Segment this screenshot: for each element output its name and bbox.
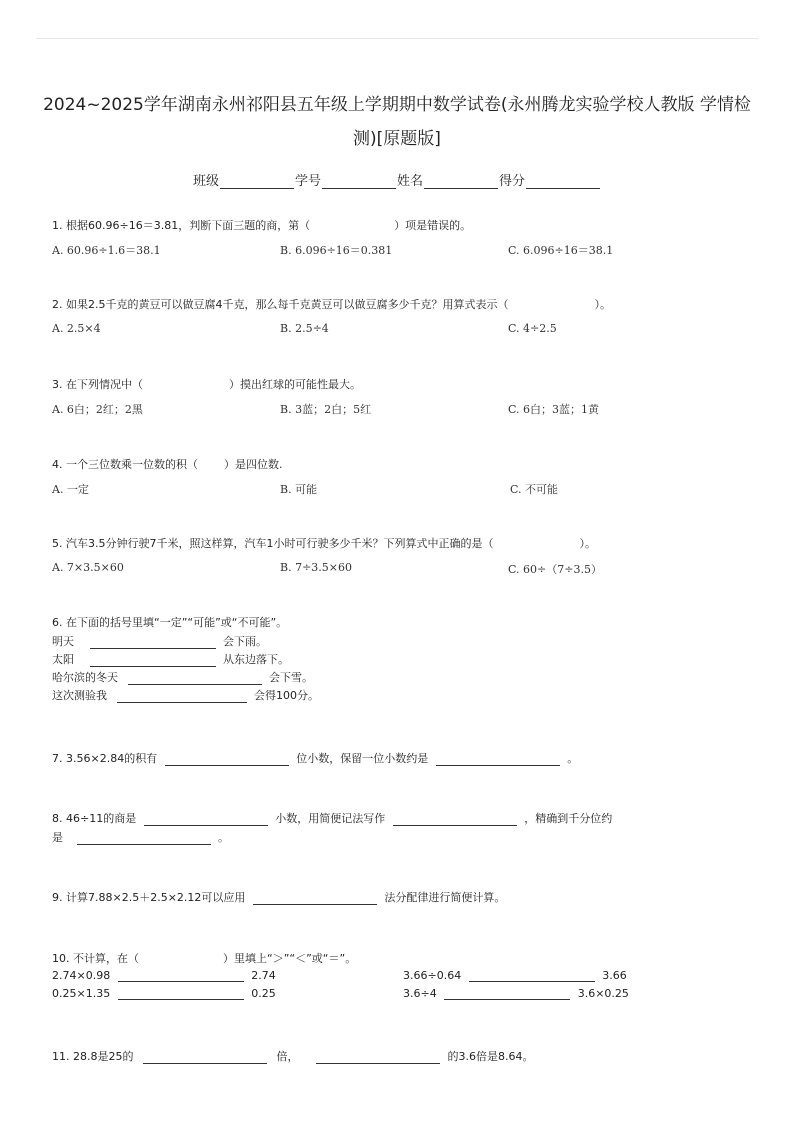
q10-blank-1[interactable] bbox=[118, 969, 244, 982]
q8-text-a: 8. 46÷11的商是 bbox=[52, 812, 137, 825]
question-2-stem bbox=[52, 296, 611, 312]
q5-text-pre: 5. 汽车3.5分钟行驶7千米，照这样算，汽车1小时可行驶多少千米？下列算式中正确的是（ bbox=[52, 537, 494, 550]
q9-text-a: 9. 计算7.88×2.5＋2.5×2.12可以应用 bbox=[52, 891, 246, 904]
q5-option-c[interactable]: C. 60÷（7÷3.5） bbox=[508, 563, 602, 576]
q8-text-e: 。 bbox=[218, 831, 229, 844]
q6-l2-post: 从东边落下。 bbox=[223, 653, 289, 666]
q2-option-b[interactable]: B. 2.5÷4 bbox=[280, 322, 329, 335]
q8-text-d: 是 bbox=[52, 831, 63, 844]
q10-r1-expr-d: 3.66 bbox=[602, 969, 627, 982]
q6-blank-4[interactable] bbox=[117, 690, 247, 703]
header-rule bbox=[36, 38, 758, 39]
q6-l3-pre: 哈尔滨的冬天 bbox=[52, 671, 118, 684]
q11-text-b: 倍， bbox=[276, 1050, 299, 1063]
q8-text-b: 小数，用简便记法写作 bbox=[275, 812, 386, 825]
q4-option-b[interactable]: B. 可能 bbox=[280, 483, 318, 496]
class-label: 班级 bbox=[192, 174, 219, 189]
q10-r2-expr-c: 3.6÷4 bbox=[403, 987, 437, 1000]
q5-text-post: ）。 bbox=[579, 537, 596, 550]
number-blank[interactable] bbox=[322, 174, 396, 189]
q4-text-post: ）是四位数. bbox=[224, 458, 283, 471]
q10-stem-pre: 10. 不计算，在（ bbox=[52, 952, 139, 965]
question-3-stem bbox=[52, 376, 361, 392]
q1-option-a[interactable]: A. 60.96÷1.6＝38.1 bbox=[52, 244, 161, 257]
q6-l4-pre: 这次测验我 bbox=[52, 689, 107, 702]
q10-r2-expr-d: 3.6×0.25 bbox=[577, 987, 629, 1000]
q10-stem-post: ）里填上“＞”“＜”或“＝”。 bbox=[223, 952, 357, 965]
q2-text-post: ）。 bbox=[594, 298, 611, 311]
q10-r1-expr-a: 2.74×0.98 bbox=[52, 969, 111, 982]
q9-blank-1[interactable] bbox=[253, 892, 377, 905]
q7-text-c: 。 bbox=[567, 752, 579, 765]
name-blank[interactable] bbox=[424, 174, 498, 189]
q3-option-b[interactable]: B. 3蓝；2白；5红 bbox=[280, 403, 372, 416]
q10-row-1-left bbox=[52, 969, 276, 982]
q6-blank-3[interactable] bbox=[128, 672, 262, 685]
q6-blank-1[interactable] bbox=[90, 636, 216, 649]
class-blank[interactable] bbox=[220, 174, 294, 189]
score-blank[interactable] bbox=[526, 174, 600, 189]
q1-option-b[interactable]: B. 6.096÷16＝0.381 bbox=[280, 244, 393, 257]
q10-row-1-right bbox=[403, 969, 627, 982]
question-8-line-2 bbox=[52, 829, 229, 845]
q10-r1-expr-c: 3.66÷0.64 bbox=[403, 969, 462, 982]
q3-text-pre: 3. 在下列情况中（ bbox=[52, 378, 143, 391]
q10-blank-4[interactable] bbox=[444, 987, 570, 1000]
q6-line-4 bbox=[52, 687, 319, 703]
q6-l4-post: 会得100分。 bbox=[254, 689, 319, 702]
question-1-stem bbox=[52, 217, 471, 233]
score-label: 得分 bbox=[499, 174, 526, 189]
q4-option-a[interactable]: A. 一定 bbox=[52, 483, 89, 496]
q1-option-c[interactable]: C. 6.096÷16＝38.1 bbox=[508, 244, 614, 257]
q7-text-b: 位小数，保留一位小数约是 bbox=[296, 752, 429, 765]
title-line-2: 测)[原题版] bbox=[353, 129, 441, 149]
question-10-stem bbox=[52, 950, 356, 966]
q8-blank-1[interactable] bbox=[144, 813, 268, 826]
q4-option-c[interactable]: C. 不可能 bbox=[510, 483, 559, 496]
number-label: 学号 bbox=[294, 174, 321, 189]
q6-l1-post: 会下雨。 bbox=[223, 635, 267, 648]
question-7 bbox=[52, 750, 578, 766]
q10-row-2-left bbox=[52, 987, 276, 1000]
q2-text-pre: 2. 如果2.5千克的黄豆可以做豆腐4千克，那么每千克黄豆可以做豆腐多少千克？用算式表示（ bbox=[52, 298, 509, 311]
title-line-1: 2024~2025学年湖南永州祁阳县五年级上学期期中数学试卷(永州腾龙实验学校人教版 学情检 bbox=[43, 95, 751, 115]
q11-text-a: 11. 28.8是25的 bbox=[52, 1050, 134, 1063]
q6-line-2 bbox=[52, 651, 289, 667]
q7-blank-2[interactable] bbox=[436, 753, 560, 766]
question-6-stem: 6. 在下面的括号里填“一定”“可能”或“不可能”。 bbox=[52, 616, 288, 629]
q11-text-c: 的3.6倍是8.64。 bbox=[447, 1050, 534, 1063]
question-11 bbox=[52, 1048, 533, 1064]
q7-text-a: 7. 3.56×2.84的积有 bbox=[52, 752, 158, 765]
q10-r2-expr-b: 0.25 bbox=[251, 987, 276, 1000]
q8-text-c: ，精确到千分位约 bbox=[524, 812, 613, 825]
q6-line-1 bbox=[52, 633, 267, 649]
q5-option-a[interactable]: A. 7×3.5×60 bbox=[52, 561, 124, 574]
q10-r2-expr-a: 0.25×1.35 bbox=[52, 987, 111, 1000]
q1-text-pre: 1. 根据60.96÷16＝3.81，判断下面三题的商，第（ bbox=[52, 219, 311, 232]
q6-l3-post: 会下雪。 bbox=[269, 671, 313, 684]
q8-blank-2[interactable] bbox=[393, 813, 517, 826]
q8-blank-3[interactable] bbox=[77, 832, 211, 845]
q3-option-c[interactable]: C. 6白；3蓝；1黄 bbox=[508, 403, 600, 416]
q10-blank-3[interactable] bbox=[118, 987, 244, 1000]
student-info-row bbox=[0, 170, 794, 189]
question-4-stem bbox=[52, 456, 283, 472]
question-5-stem bbox=[52, 535, 596, 551]
q11-blank-1[interactable] bbox=[143, 1051, 267, 1064]
q5-option-b[interactable]: B. 7÷3.5×60 bbox=[280, 561, 352, 574]
question-8-line-1 bbox=[52, 810, 612, 826]
page-title bbox=[40, 88, 754, 156]
q10-row-2-right bbox=[403, 987, 629, 1000]
name-label: 姓名 bbox=[397, 174, 424, 189]
q7-blank-1[interactable] bbox=[165, 753, 289, 766]
q6-line-3 bbox=[52, 669, 313, 685]
q4-text-pre: 4. 一个三位数乘一位数的积（ bbox=[52, 458, 198, 471]
q1-text-post: ）项是错误的。 bbox=[394, 219, 472, 232]
q3-option-a[interactable]: A. 6白；2红；2黑 bbox=[52, 403, 143, 416]
q6-l1-pre: 明天 bbox=[52, 635, 74, 648]
q9-text-b: 法分配律进行简便计算。 bbox=[384, 891, 506, 904]
q2-option-a[interactable]: A. 2.5×4 bbox=[52, 322, 101, 335]
q6-l2-pre: 太阳 bbox=[52, 653, 74, 666]
q10-blank-2[interactable] bbox=[469, 969, 595, 982]
q11-blank-2[interactable] bbox=[316, 1051, 440, 1064]
q2-option-c[interactable]: C. 4÷2.5 bbox=[508, 322, 557, 335]
q3-text-post: ）摸出红球的可能性最大。 bbox=[229, 378, 361, 391]
question-9 bbox=[52, 889, 505, 905]
q10-r1-expr-b: 2.74 bbox=[251, 969, 276, 982]
q6-blank-2[interactable] bbox=[90, 654, 216, 667]
